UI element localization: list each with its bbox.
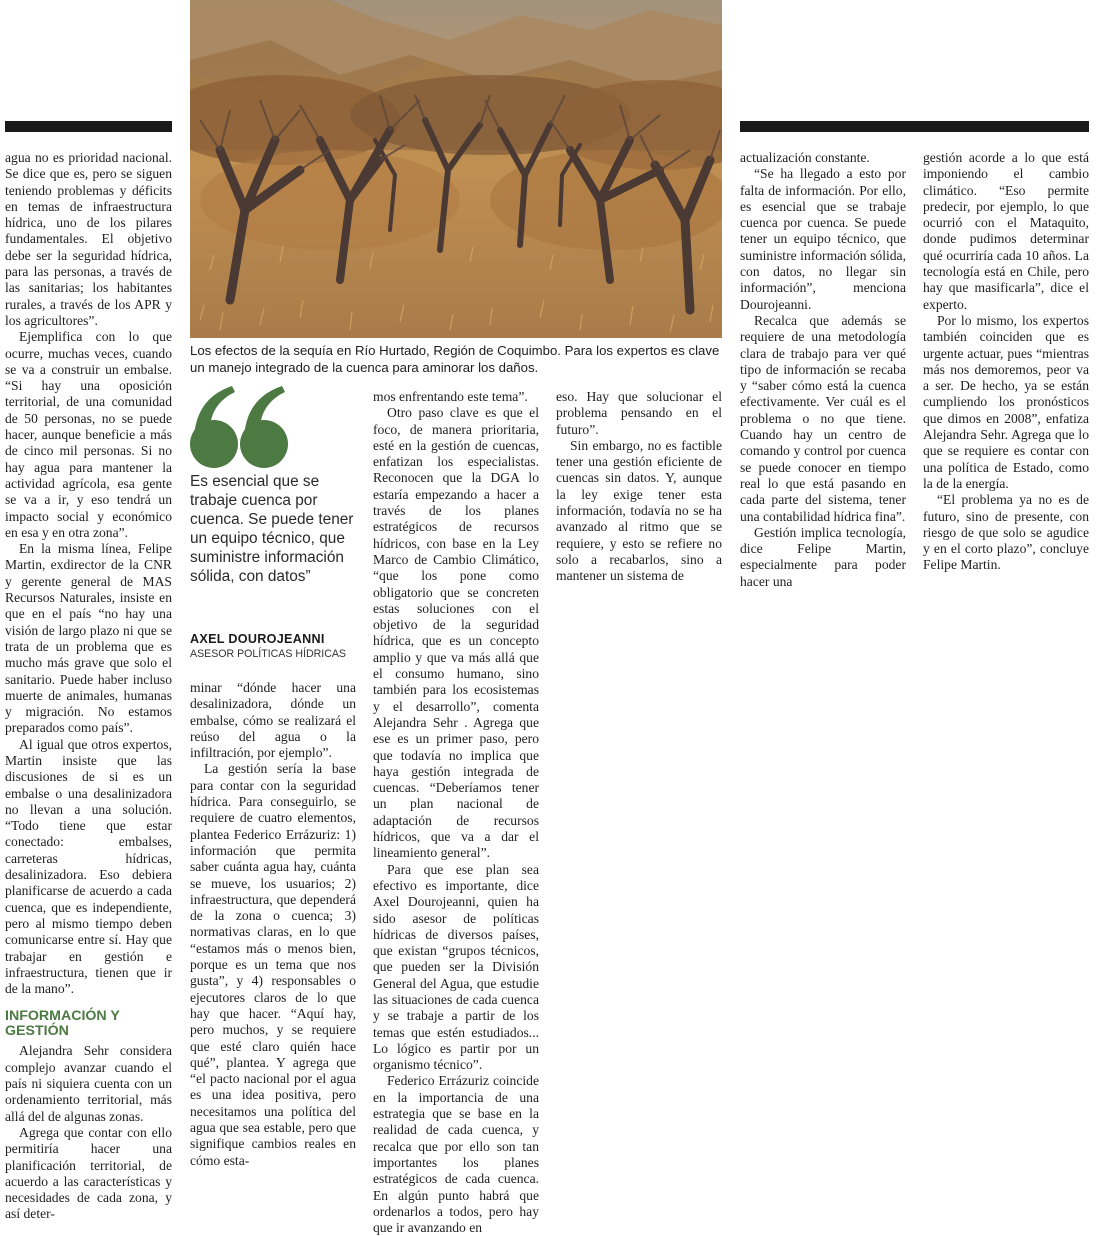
section-subheading: INFORMACIÓN Y GESTIÓN [5, 1008, 120, 1040]
article-column-3 [373, 389, 539, 1236]
paragraph: Recalca que además se requiere de una metodología clara de trabajo para ver qué tipo de información se recaba y “saber cómo está la cuenca efectivamente. Ver cuál es el problema o no que tiene. Cuando hay un centro de comando y control por cuenca se puede conocer en tiempo real lo que está pasando en cada parte del sistema, tener una contabilidad hídrica fina”. [740, 312, 906, 524]
article-column-5 [740, 150, 906, 590]
paragraph: minar “dónde hacer una desalinizadora, dónde un embalse, cómo se realizará el reúso del agua o la infiltración, por ejemplo”. [190, 680, 356, 761]
paragraph: gestión acorde a lo que está imponiendo el cambio climático. “Eso permite predecir, por ejemplo, lo que ocurrió con el Mataquito, donde pudimos determinar qué ocurriría cada 10 años. La tecnología está en Chile, pero hay que masificarla”, dice el experto. [923, 150, 1089, 312]
paragraph: Alejandra Sehr considera complejo avanzar cuando el país ni siquiera cuenta con un ordenamiento territorial, más allá del de algunas zonas. [5, 1043, 172, 1124]
article-column-6 [923, 150, 1089, 574]
photo-caption: Los efectos de la sequía en Río Hurtado, Región de Coquimbo. Para los expertos es clave un manejo integrado de la cuenca para aminorar los daños. [190, 343, 720, 375]
article-column-2 [190, 680, 356, 1169]
paragraph: Federico Errázuriz coincide en la importancia de una estrategia que se base en la realidad de cada cuenca, y recalca que por ello son tan importantes los planes estratégicos de cada cuenca. En algún punto habrá que ordenarlos a todos, pero hay que ir avanzando en [373, 1073, 539, 1236]
paragraph: En la misma línea, Felipe Martin, exdirector de la CNR y gerente general de MAS Recursos Naturales, insiste en que en el país “no hay una visión de largo plazo ni que se trata de un problema que es mucho más grave que solo el sanitario. Puede haber incluso muerte de animales, humanas y migración. No estamos preparados como país”. [5, 541, 172, 736]
pull-quote-text: Es esencial que se trabaje cuenca por cuenca. Se puede tener un equipo técnico, que suministre información sólida, con datos” [190, 473, 354, 585]
paragraph: Agrega que contar con ello permitiría hacer una planificación territorial, de acuerdo a las características y necesidades de cada zona, y así deter- [5, 1124, 172, 1222]
drought-orchard-photo [190, 0, 722, 338]
paragraph: La gestión sería la base para contar con la seguridad hídrica. Para conseguirlo, se requiere de cuatro elementos, plantea Federico Errázuriz: 1) información que permita saber cuánta agua hay, cuánta se mueve, los usuarios; 2) infraestructura, que dependerá de la zona o cuenca; 3) normativas claras, en lo que “estamos más o menos bien, porque es un tema que nos gusta”, y 4) responsables o ejecutores claros de lo que hay que hacer. “Aquí hay, pero muchos, y se requiere que esté claro quién hace qué”, plantea. Y agrega que “el pacto nacional por el agua es una idea positiva, pero necesitamos una política del agua que sea estable, pero que signifique cambios reales en cómo esta- [190, 761, 356, 1168]
paragraph: agua no es prioridad nacional. Se dice que es, pero se siguen teniendo problemas y déficits en temas de infraestructura hídrica, uno de los pilares fundamentales. El objetivo debe ser la seguridad hídrica, para las personas, a través de las sanitarias; los habitantes rurales, a través de los APR y los agricultores”. [5, 150, 172, 328]
pull-quote-role: ASESOR POLÍTICAS HÍDRICAS [190, 648, 346, 660]
paragraph: mos enfrentando este tema”. [373, 389, 528, 404]
paragraph: Gestión implica tecnología, dice Felipe Martin, especialmente para poder hacer una [740, 524, 906, 589]
section-rule-left [5, 121, 172, 132]
paragraph: “Se ha llegado a esto por falta de información. Por ello, es esencial que se trabaje cuenca por cuenca. Se puede tener un equipo técnico, que suministre información sólida, con datos, no llegar sin información”, menciona Dourojeanni. [740, 166, 906, 312]
paragraph: “El problema ya no es de futuro, sino de presente, con riesgo de que solo se agudice y en el corto plazo”, concluye Felipe Martin. [923, 492, 1089, 573]
paragraph: eso. Hay que solucionar el problema pensando en el futuro”. [556, 389, 722, 437]
paragraph: Al igual que otros expertos, Martin insiste que las discusiones de si es un embalse o una desalinizadora no llevan a una solución. “Todo tiene que estar conectado: embalses, carreteras hídricas, desalinizadora. Eso debiera planificarse de acuerdo a cada cuenca, que es independiente, pero al mismo tiempo deben comunicarse entre sí. Hay que trabajar en gestión e infraestructura, tienen que ir de la mano”. [5, 736, 172, 997]
article-column-1 [5, 150, 172, 1223]
quote-mark-icon [188, 382, 292, 474]
paragraph: Por lo mismo, los expertos también coinciden que es urgente actuar, pues “mientras más nos demoremos, peor va a ser. De hecho, ya se están cumpliendo los pronósticos que dimos en 2008”, enfatiza Alejandra Sehr. Agrega que lo que se requiere es contar con una política de Estado, como la de la energía. [923, 312, 1089, 491]
paragraph: Sin embargo, no es factible tener una gestión eficiente de cuencas sin datos. Y, aunque la ley exige tener esta información, todavía no se ha avanzado al ritmo que se requiere, y esto se refiere no solo a recabarlos, sino a mantener un sistema de [556, 437, 722, 584]
pull-quote-author: AXEL DOUROJEANNI [190, 632, 325, 646]
section-rule-right [740, 121, 1089, 132]
paragraph: Ejemplifica con lo que ocurre, muchas veces, cuando se va a construir un embalse. “Si hay una oposición territorial, de una comunidad de 50 personas, no se puede hacer, aunque beneficie a más de cinco mil personas. Si no hay agua para mantener la actividad agrícola, esa gente se va a ir, y eso tendrá un impacto social y económico en esa y en otra zona”. [5, 329, 172, 540]
paragraph: Otro paso clave es que el foco, de manera prioritaria, esté en la gestión de cuencas, enfatizan los especialistas. Reconocen que la DGA lo estaría empezando a hacer a través de los planes estratégicos de recursos hídricos, con base en la Ley Marco de Cambio Climático, “que los pone como obligatorio que se concreten estas soluciones con el objetivo de la seguridad hídrica, que es un concepto amplio y que va más allá que el consumo humano, sino también para los ecosistemas y el desarrollo”, comenta Alejandra Sehr . Agrega que ese es un primer paso, pero que todavía no implica que haya gestión integrada de cuencas. “Deberíamos tener un plan nacional de adaptación de recursos hídricos, que va a dar el lineamiento general”. [373, 405, 539, 861]
paragraph: actualización constante. [740, 150, 870, 165]
paragraph: Para que ese plan sea efectivo es importante, dice Axel Dourojeanni, quien ha sido asesor de políticas hídricas de diversos países, que existan “grupos técnicos, que pueden ser la División General del Agua, que estudie las situaciones de cada cuenca y se trabaje a partir de los temas que estén estudiados... Lo lógico es partir por un organismo técnico”. [373, 861, 539, 1073]
article-column-4 [556, 389, 722, 585]
